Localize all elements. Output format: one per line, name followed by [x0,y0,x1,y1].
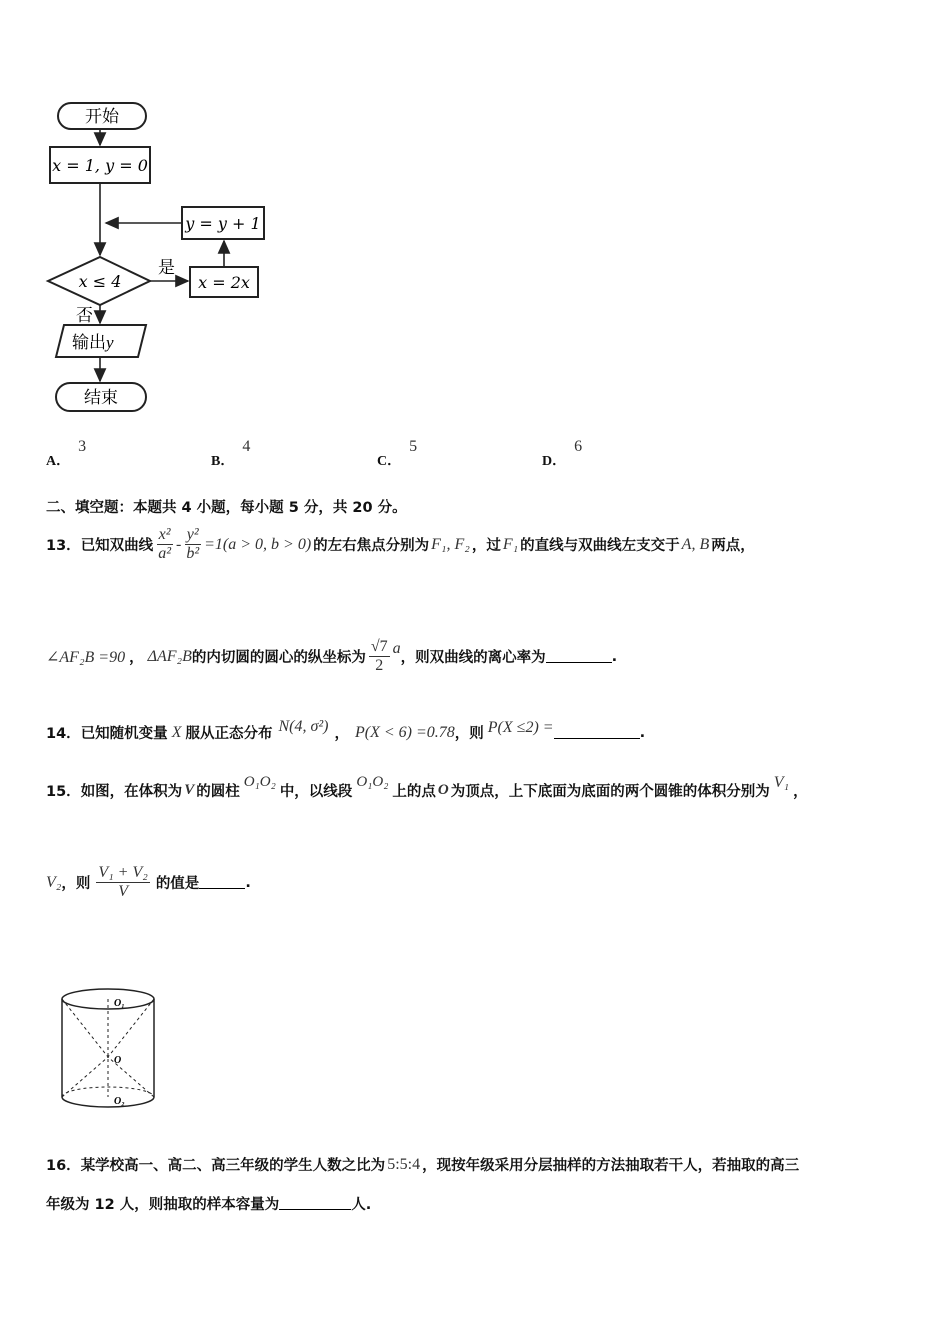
answer-blank[interactable] [554,726,640,739]
option-label: D． [542,454,567,469]
double-x-label: x = 2x [198,273,250,292]
option-label: C． [377,454,402,469]
answer-blank[interactable] [546,650,612,663]
answer-blank[interactable] [199,876,245,889]
update-y-label: y = y + 1 [185,214,261,233]
option-value: 4 [242,438,251,455]
end-label: 结束 [84,388,118,408]
output-label: 输出y [72,333,114,353]
question-number: 15． [46,784,81,800]
start-label: 开始 [85,107,119,127]
question-number: 13． [46,538,81,554]
fraction-v1v2-v: $\frac{\text{V₁ + V₂}}{V}$ [98,864,148,900]
label-o: O [114,1055,122,1066]
init-label: x = 1, y = 0 [52,156,148,175]
section-heading: 二、填空题：本题共 4 小题，每小题 5 分，共 20 分。 [46,500,407,516]
flowchart-diagram [40,95,280,425]
option-d [542,436,583,469]
option-value: 3 [78,438,87,455]
label-o2: O₂ [114,1096,125,1107]
condition-label: x ≤ 4 [78,272,122,291]
label-o1: O₁ [114,998,125,1009]
option-value: 5 [409,438,418,455]
question-number: 16． [46,1158,81,1174]
yes-label: 是 [158,258,175,278]
option-value: 6 [574,438,583,455]
option-label: B． [211,454,235,469]
question-16-line-1: 16． 某学校高一、高二、高三年级的学生人数之比为 5:5:4 ，现按年级采用分层抽样的方法抽取若干人，若抽取的高三 [46,1155,800,1174]
question-13-line-2: ∠AF₂B =90 ， ΔAF₂B 的内切圆的圆心的纵坐标为 $\frac{√7}{2}$ a ，则双曲线的离心率为 . [46,638,618,674]
fraction-y2-b2: $\frac{\text{y²}}{\text{b²}}$ [186,526,200,562]
option-label: A． [46,454,71,469]
fraction-x2-a2: $\frac{\text{x²}}{\text{a²}}$ [158,526,171,562]
question-13-line-1: 13． 已知双曲线 $\frac{\text{x²}}{\text{a²}}$ - $\frac{\text{y²}}{\text{b²}}$ =1(a > 0, b > 0) 的左右焦点分别为 F₁, F₂ ，过 F₁ 的直线与双曲线左支交于 A, B 两点， [46,526,755,562]
cylinder-figure [56,985,166,1125]
question-16-line-2: 年级为 12 人，则抽取的样本容量为 人. [46,1197,372,1213]
option-b [211,436,251,469]
option-c [377,436,418,469]
answer-blank[interactable] [279,1197,351,1210]
no-label: 否 [76,306,93,326]
question-15-line-2: V₂ ，则 $\frac{\text{V₁ + V₂}}{V}$ 的值是 . [46,864,251,900]
fraction-sqrt7-2: $\frac{√7}{2}$ [370,638,388,674]
question-15-line-1: 15． 如图，在体积为 V 的圆柱 O₁O₂ 中，以线段 O₁O₂ 上的点 O 为顶点，上下底面为底面的两个圆锥的体积分别为 V₁ ， [46,773,808,800]
question-14: 14． 已知随机变量 X 服从正态分布 N(4, σ²) ， P(X < 6) =0.78 ，则 P(X ≤2) = . [46,717,646,742]
question-number: 14． [46,726,81,742]
option-a [46,436,87,469]
